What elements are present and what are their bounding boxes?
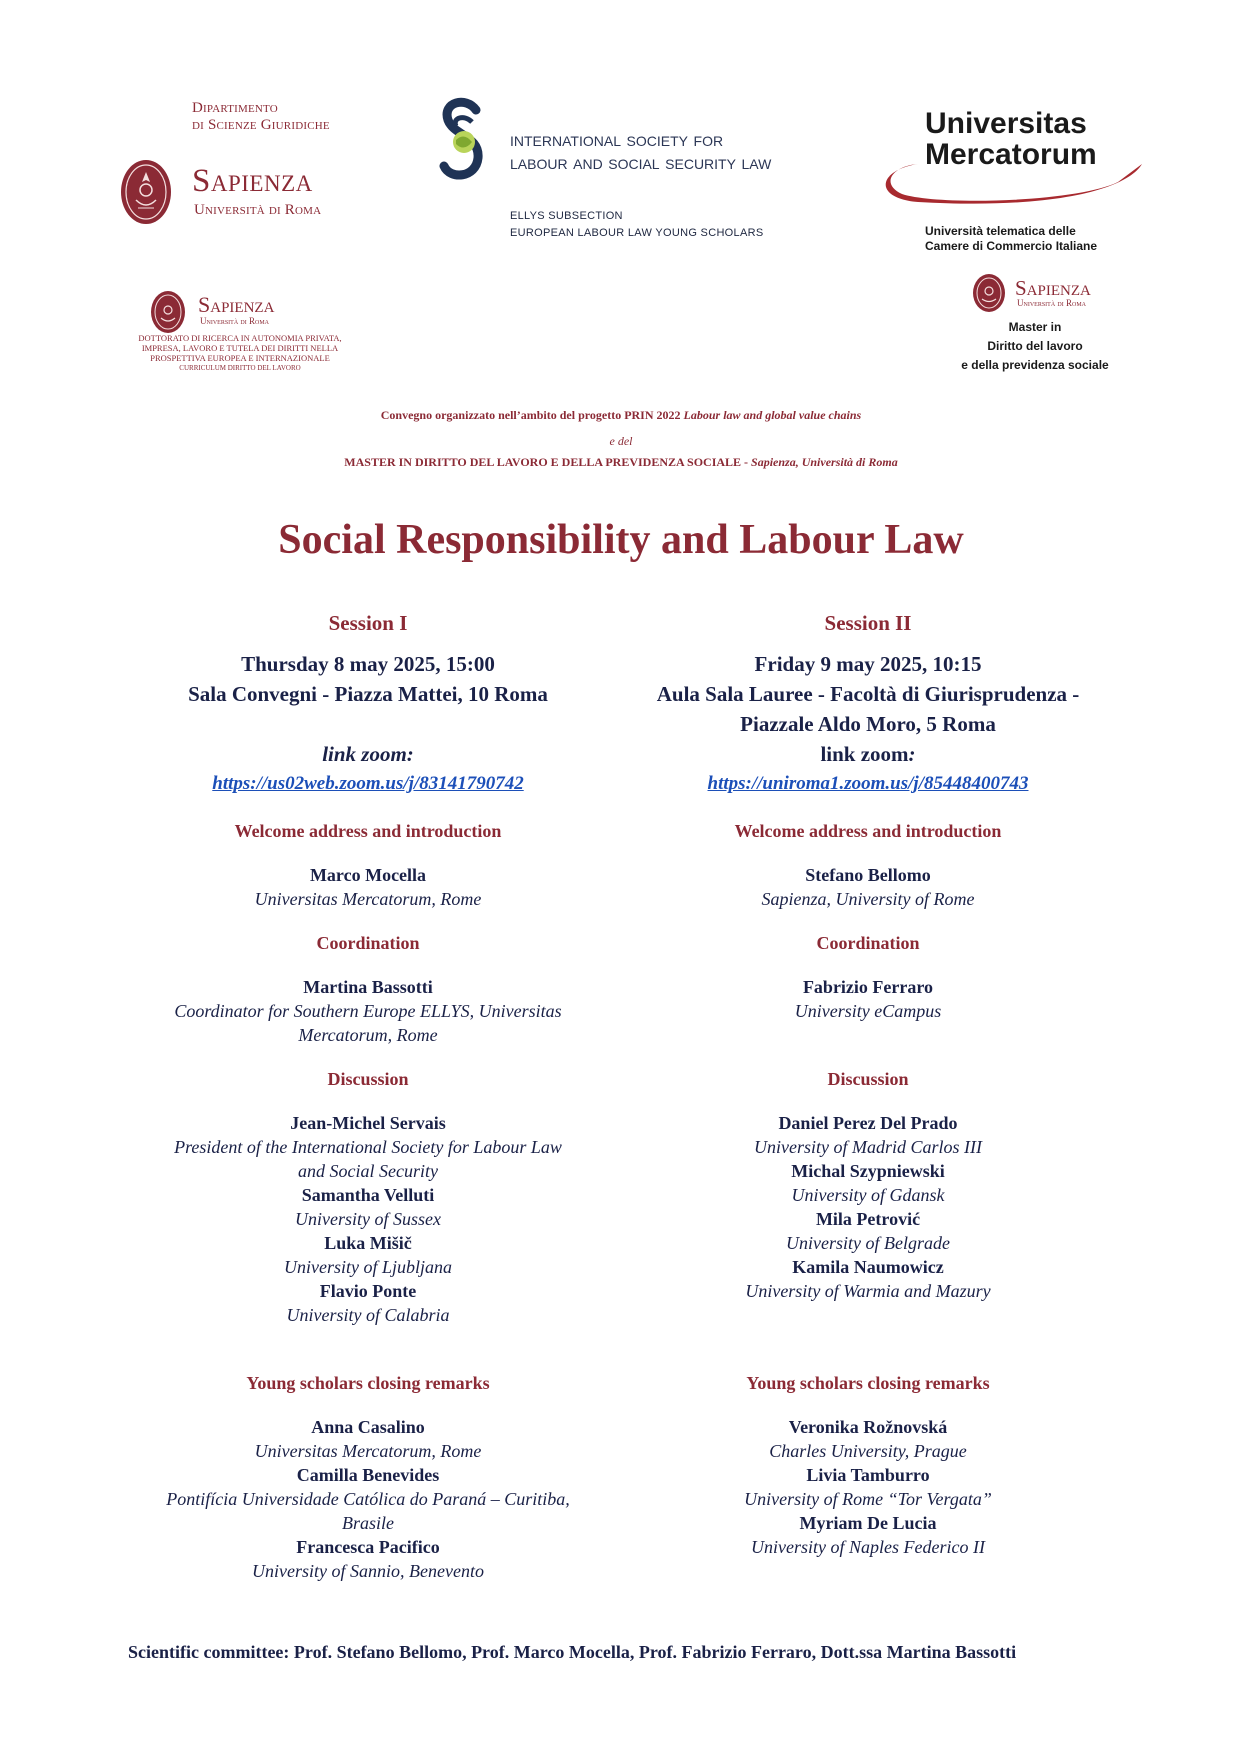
session-2-closing-heading: Young scholars closing remarks (746, 1373, 990, 1393)
sapienza-logo-subtitle-2: Università di Roma (200, 316, 269, 326)
sapienza-logo-name: Sapienza (192, 163, 313, 199)
discussant-name: Mila Petrović (815, 1209, 921, 1229)
dipartimento-logo-text (192, 100, 330, 134)
session-2-title: Session II (824, 611, 912, 635)
scholar-name: Camilla Benevides (296, 1465, 440, 1485)
sapienza-seal-icon-2 (150, 290, 186, 334)
sapienza-logo-name-3: Sapienza (1015, 276, 1091, 300)
session-1-link-label: link zoom: (322, 742, 414, 766)
session-2-date: Friday 9 may 2025, 10:15 (754, 652, 982, 676)
master-line3: e della previdenza sociale (961, 358, 1109, 372)
session-1-date: Thursday 8 may 2025, 15:00 (241, 652, 495, 676)
discussant-name: Jean-Michel Servais (290, 1113, 446, 1133)
master-logo-text (940, 318, 1130, 375)
session-2-discussion-heading: Discussion (827, 1069, 909, 1089)
scholar-name: Myriam De Lucia (799, 1513, 937, 1533)
session-1-column (128, 609, 608, 1583)
session-2-column (628, 609, 1108, 1559)
scholar-name: Anna Casalino (311, 1417, 425, 1437)
discussant-affiliation: University of Belgrade (786, 1233, 950, 1253)
sapienza-logo-subtitle: Università di Roma (194, 202, 322, 218)
um-line1: Universitas (925, 107, 1087, 140)
e-del-text: e del (609, 434, 633, 448)
universitas-mercatorum-subtitle (925, 224, 1097, 254)
scholar-affiliation: Universitas Mercatorum, Rome (254, 1441, 482, 1461)
dottorato-curriculum: CURRICULUM DIRITTO DEL LAVORO (179, 364, 301, 372)
scholar-affiliation: University of Rome “Tor Vergata” (744, 1489, 992, 1509)
session-1-coordinator-affiliation-2: Mercatorum, Rome (298, 1025, 438, 1045)
scholar-affiliation: University of Sannio, Benevento (252, 1561, 484, 1581)
scholar-affiliation: Charles University, Prague (769, 1441, 967, 1461)
session-1-closing-heading: Young scholars closing remarks (246, 1373, 490, 1393)
session-2-coordination-heading: Coordination (816, 933, 920, 953)
discussant-name: Daniel Perez Del Prado (778, 1113, 958, 1133)
session-1-title: Session I (328, 611, 408, 635)
discussant-name: Flavio Ponte (319, 1281, 417, 1301)
dipartimento-line2: di Scienze Giuridiche (192, 117, 330, 133)
discussant-affiliation: University of Ljubljana (284, 1257, 452, 1277)
sapienza-logo-name-2: Sapienza (198, 292, 275, 317)
scholar-affiliation: University of Naples Federico II (751, 1537, 985, 1557)
isl-logo-title (510, 129, 771, 175)
session-1-coordinator-affiliation: Coordinator for Southern Europe ELLYS, Universitas (174, 1001, 562, 1021)
discussant-name: Kamila Naumowicz (792, 1257, 944, 1277)
master-line1: Master in (1008, 320, 1062, 334)
discussant-affiliation: University of Calabria (286, 1305, 450, 1325)
ellys-line1: ELLYS SUBSECTION (510, 210, 623, 222)
session-2-coordinator-name: Fabrizio Ferraro (802, 977, 934, 997)
session-1-place: Sala Convegni - Piazza Mattei, 10 Roma (188, 682, 548, 706)
dipartimento-line1: Dipartimento (192, 100, 278, 116)
um-sub-line2: Camere di Commercio Italiane (925, 239, 1098, 253)
ellys-subsection-text (510, 208, 763, 242)
discussant-affiliation: University of Warmia and Mazury (745, 1281, 991, 1301)
session-2-place: Aula Sala Lauree - Facoltà di Giurisprudenza - (656, 682, 1080, 706)
session-1-coordinator-name: Martina Bassotti (303, 977, 433, 997)
session-1-zoom-link[interactable]: https://us02web.zoom.us/j/83141790742 (212, 773, 524, 794)
dottorato-title: DOTTORATO DI RICERCA IN AUTONOMIA PRIVATA, IMPRESA, LAVORO E TUTELA DEI DIRITTI NELLA PROSPETTIVA EUROPEA E INTERNAZIONALE (138, 333, 342, 363)
discussant-affiliation-2: and Social Security (298, 1161, 438, 1181)
session-2-welcome-heading: Welcome address and introduction (734, 821, 1002, 841)
scholar-name: Livia Tamburro (806, 1465, 930, 1485)
sapienza-logo-subtitle-3: Università di Roma (1017, 298, 1086, 308)
session-2-coordinator-affiliation: University eCampus (794, 1001, 942, 1021)
session-2-place-2: Piazzale Aldo Moro, 5 Roma (740, 712, 996, 736)
sapienza-seal-icon-3 (972, 273, 1006, 313)
ellys-line2: EUROPEAN LABOUR LAW YOUNG SCHOLARS (510, 227, 764, 239)
scholar-name: Francesca Pacifico (296, 1537, 440, 1557)
isl-title-line1: international society for (510, 129, 724, 151)
master-university: Sapienza, Università di Roma (751, 455, 898, 469)
um-line2: Mercatorum (925, 138, 1097, 171)
scientific-committee: Scientific committee: Prof. Stefano Bellomo, Prof. Marco Mocella, Prof. Fabrizio Ferraro, Dott.ssa Martina Bassotti (128, 1642, 1017, 1662)
convegno-line (0, 408, 1242, 423)
sapienza-seal-icon (120, 158, 172, 226)
discussant-affiliation: University of Madrid Carlos III (754, 1137, 982, 1157)
discussant-affiliation: University of Sussex (295, 1209, 441, 1229)
scholar-affiliation: Pontifícia Universidade Católica do Paraná – Curitiba, (166, 1489, 570, 1509)
session-2-welcome-affiliation: Sapienza, University of Rome (761, 889, 975, 909)
convegno-project-title: Labour law and global value chains (683, 408, 862, 422)
master-line (0, 455, 1242, 470)
session-2-link-colon: : (908, 742, 916, 766)
dottorato-text (125, 333, 355, 373)
um-sub-line1: Università telematica delle (925, 224, 1076, 238)
isl-logo-icon (436, 96, 488, 196)
convegno-text: Convegno organizzato nell’ambito del progetto PRIN 2022 (380, 408, 681, 422)
page-title: Social Responsibility and Labour Law (278, 517, 964, 563)
discussant-name: Luka Mišič (324, 1233, 412, 1253)
session-1-discussion-heading: Discussion (327, 1069, 409, 1089)
session-1-welcome-affiliation: Universitas Mercatorum, Rome (254, 889, 482, 909)
session-1-welcome-heading: Welcome address and introduction (234, 821, 502, 841)
session-2-zoom-link[interactable]: https://uniroma1.zoom.us/j/85448400743 (707, 773, 1029, 794)
discussant-name: Samantha Velluti (301, 1185, 435, 1205)
session-2-link-label: link zoom (820, 742, 909, 766)
scholar-affiliation-2: Brasile (342, 1513, 394, 1533)
session-1-coordination-heading: Coordination (316, 933, 420, 953)
universitas-mercatorum-swoosh-icon (878, 158, 1146, 208)
master-line2: Diritto del lavoro (987, 339, 1083, 353)
master-text: MASTER IN DIRITTO DEL LAVORO E DELLA PREVIDENZA SOCIALE - (344, 455, 749, 469)
discussant-affiliation: University of Gdansk (791, 1185, 945, 1205)
discussant-name: Michal Szypniewski (791, 1161, 945, 1181)
session-2-welcome-name: Stefano Bellomo (805, 865, 931, 885)
scholar-name: Veronika Rožnovská (788, 1417, 948, 1437)
discussant-affiliation: President of the International Society for Labour Law (174, 1137, 562, 1157)
session-1-welcome-name: Marco Mocella (309, 865, 427, 885)
isl-title-line2: labour and social security law (510, 152, 772, 174)
